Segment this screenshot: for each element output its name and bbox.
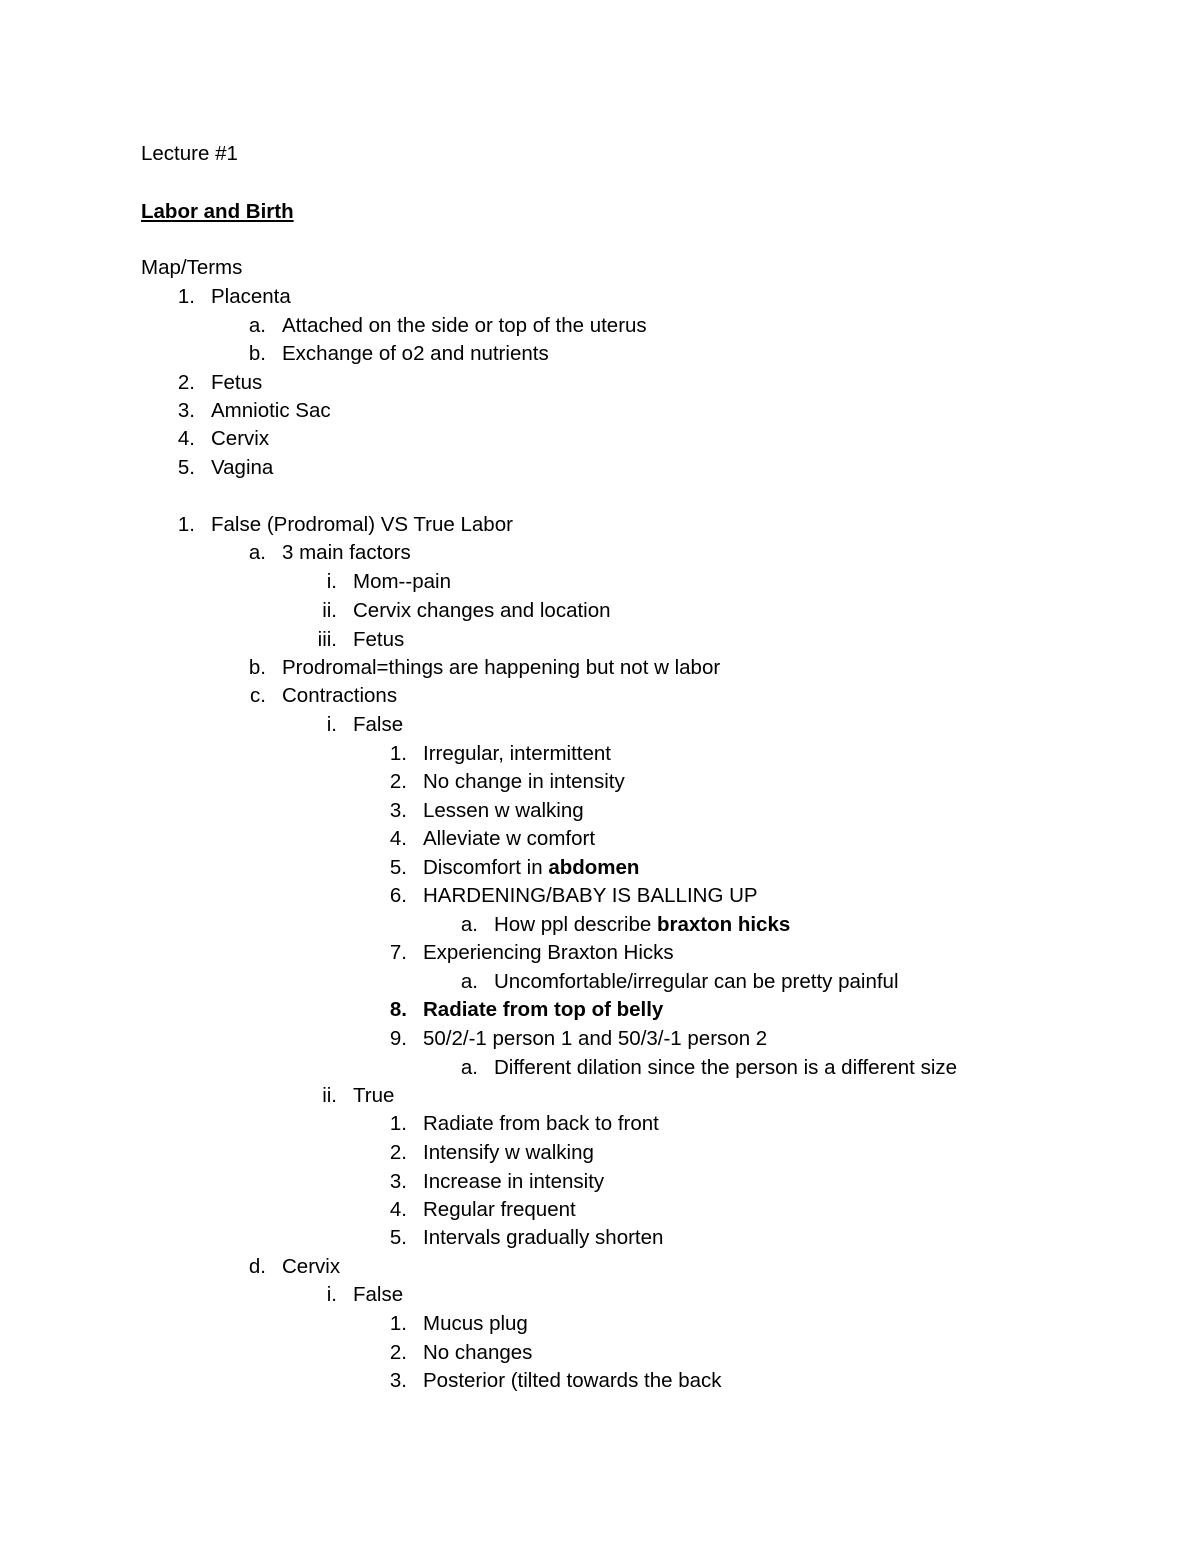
list-item: Cervix bbox=[211, 427, 270, 450]
emphasis-text: braxton hicks bbox=[656, 913, 791, 936]
list-item: Cervix bbox=[282, 1255, 341, 1278]
list-marker: i. bbox=[326, 570, 337, 593]
list-marker: 1. bbox=[177, 285, 195, 308]
list-marker: d. bbox=[248, 1255, 266, 1278]
list-marker: 1. bbox=[389, 742, 407, 765]
list-marker: i. bbox=[326, 713, 337, 736]
list-item: Intensify w walking bbox=[423, 1141, 594, 1164]
item-text: How ppl describe bbox=[494, 913, 657, 936]
list-item: 3 main factors bbox=[282, 541, 411, 564]
list-item: Fetus bbox=[353, 628, 405, 651]
list-item: Radiate from top of belly bbox=[423, 998, 664, 1021]
list-marker: 1. bbox=[389, 1112, 407, 1135]
list-marker: a. bbox=[460, 1056, 478, 1079]
list-marker: i. bbox=[326, 1283, 337, 1306]
item-text: Discomfort in bbox=[423, 856, 549, 879]
list-item: No changes bbox=[423, 1341, 533, 1364]
list-marker: c. bbox=[250, 684, 266, 707]
emphasis-text: abdomen bbox=[548, 856, 640, 879]
list-marker: a. bbox=[248, 314, 266, 337]
list-item: Prodromal=things are happening but not w labor bbox=[282, 656, 721, 679]
list-item: Different dilation since the person is a different size bbox=[494, 1056, 958, 1079]
list-marker: 2. bbox=[389, 1341, 407, 1364]
list-item: Alleviate w comfort bbox=[423, 827, 596, 850]
list-marker: a. bbox=[460, 970, 478, 993]
list-marker: a. bbox=[248, 541, 266, 564]
list-marker: 3. bbox=[389, 1369, 407, 1392]
list-item: 50/2/-1 person 1 and 50/3/-1 person 2 bbox=[423, 1027, 768, 1050]
list-item: Amniotic Sac bbox=[211, 399, 331, 422]
list-item: False bbox=[353, 1283, 404, 1306]
list-item: False bbox=[353, 713, 404, 736]
lecture-number: Lecture #1 bbox=[141, 142, 238, 165]
list-marker: 4. bbox=[177, 427, 195, 450]
list-item: Increase in intensity bbox=[423, 1170, 605, 1193]
list-marker: 3. bbox=[389, 799, 407, 822]
list-item: Exchange of o2 and nutrients bbox=[282, 342, 549, 365]
list-marker: ii. bbox=[322, 1084, 337, 1107]
list-marker: 4. bbox=[389, 827, 407, 850]
section-label: Map/Terms bbox=[141, 256, 243, 279]
list-item: Vagina bbox=[211, 456, 274, 479]
list-item: True bbox=[353, 1084, 395, 1107]
list-item: Cervix changes and location bbox=[353, 599, 611, 622]
list-marker: 2. bbox=[177, 371, 195, 394]
list-item: Contractions bbox=[282, 684, 398, 707]
list-item: Posterior (tilted towards the back bbox=[423, 1369, 722, 1392]
list-marker: 2. bbox=[389, 1141, 407, 1164]
list-marker: 3. bbox=[389, 1170, 407, 1193]
list-item: No change in intensity bbox=[423, 770, 625, 793]
list-marker: 1. bbox=[177, 513, 195, 536]
list-item: Placenta bbox=[211, 285, 291, 308]
list-marker: 3. bbox=[177, 399, 195, 422]
list-item: Regular frequent bbox=[423, 1198, 576, 1221]
list-marker: 9. bbox=[389, 1027, 407, 1050]
list-marker: a. bbox=[460, 913, 478, 936]
list-marker: 8. bbox=[389, 998, 407, 1021]
list-marker: b. bbox=[248, 656, 266, 679]
list-item: False (Prodromal) VS True Labor bbox=[211, 513, 513, 536]
list-item: Uncomfortable/irregular can be pretty painful bbox=[494, 970, 899, 993]
list-item: Lessen w walking bbox=[423, 799, 584, 822]
list-marker: 5. bbox=[389, 1226, 407, 1249]
list-item bbox=[423, 856, 639, 880]
list-marker: 7. bbox=[389, 941, 407, 964]
list-item: Mom--pain bbox=[353, 570, 451, 593]
list-marker: b. bbox=[248, 342, 266, 365]
list-marker: 1. bbox=[389, 1312, 407, 1335]
list-marker: ii. bbox=[322, 599, 337, 622]
list-item: Radiate from back to front bbox=[423, 1112, 659, 1135]
list-item: Irregular, intermittent bbox=[423, 742, 611, 765]
list-item bbox=[494, 913, 790, 937]
list-item: Experiencing Braxton Hicks bbox=[423, 941, 674, 964]
list-marker: 4. bbox=[389, 1198, 407, 1221]
list-marker: 2. bbox=[389, 770, 407, 793]
list-item: Mucus plug bbox=[423, 1312, 528, 1335]
list-item: HARDENING/BABY IS BALLING UP bbox=[423, 884, 758, 907]
list-marker: iii. bbox=[317, 628, 337, 651]
list-item: Fetus bbox=[211, 371, 263, 394]
list-item: Intervals gradually shorten bbox=[423, 1226, 664, 1249]
list-item: Attached on the side or top of the uterus bbox=[282, 314, 647, 337]
list-marker: 5. bbox=[389, 856, 407, 879]
list-marker: 5. bbox=[177, 456, 195, 479]
document-title: Labor and Birth bbox=[141, 200, 294, 223]
list-marker: 6. bbox=[389, 884, 407, 907]
